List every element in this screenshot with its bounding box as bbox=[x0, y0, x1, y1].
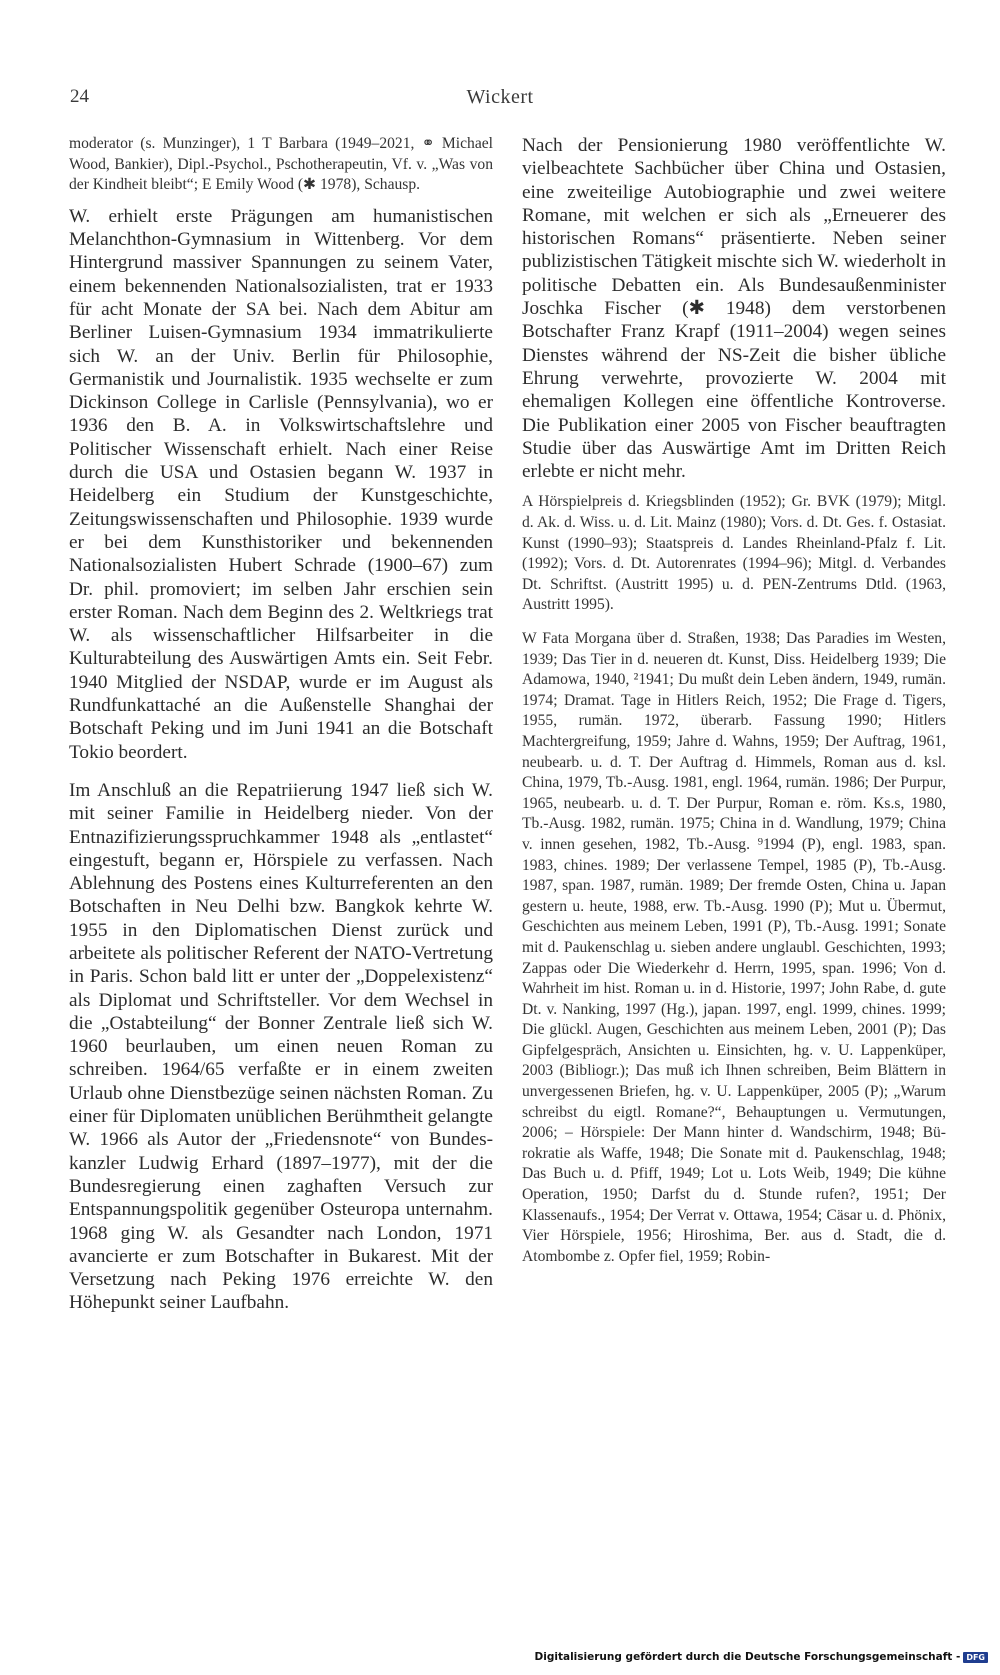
digitization-credit bbox=[535, 1651, 988, 1663]
awards-section: A Hörspielpreis d. Kriegsblinden (1952); Gr. BVK (1979); Mitgl. d. Ak. d. Wiss. u. d. Lit. Mainz (1980); Vors. d. Dt. Ges. f. Ostasiat. Kunst (1990–93); Staatspreis d. Landes Rheinland-Pfalz f. Lit. (1992); Vors. d. Dt. Autorenrates (1994–96); Mitgl. d. Verbandes Dt. Schriftst. (Austritt 1995) u. d. PEN-Zentrums Dtld. (1963, Austritt 1995). bbox=[522, 493, 946, 614]
family-note: moderator (s. Munzinger), 1 T Barbara (1949–2021, ⚭ Michael Wood, Bankier), Dipl.-Psychol., Pschotherapeutin, Vf. v. „Was von der Kindheit bleibt“; E Emily Wood (✱ 1978), Schausp. bbox=[69, 135, 493, 194]
biography-paragraph-1: W. erhielt erste Prägungen am humanistischen Melanchthon-Gymnasium in Wittenberg. Vor dem Hintergrund massiver Spannungen zu seinem Vater, einem bekennenden Nationalsozialisten, trat er 1933 für acht Monate der SA bei. Nach dem Abitur am Berliner Luisen-Gymnasium 1934 immatrikulierte sich W. an der Univ. Berlin für Philosophie, Germanistik und Journalistik. 1935 wechselte er zum Dickinson College in Carlisle (Pennsylvania), wo er 1936 den B. A. in Volkswirtschaftslehre und Politischer Wissenschaft erhielt. Nach einer Reise durch die USA und Ostasien begann W. 1937 in Heidelberg ein Studium der Kunstgeschichte, Zeitungswissenschaften und Philosophie. 1939 wurde er bei dem Kunsthistoriker und bekennenden Nationalsozialisten Hubert Schrade (1900–67) zum Dr. phil. promoviert; im selben Jahr erschien sein erster Roman. Nach dem Beginn des 2. Weltkriegs trat W. als wissenschaftlicher Hilfsarbeiter in die Kulturabteilung des Auswärtigen Amts ein. Seit Febr. 1940 Mitglied der NSDAP, wurde er im August als Rundfunkattaché an die Außenstelle Shanghai der Botschaft Peking und im Juni 1941 an die Botschaft Tokio beordert. bbox=[69, 205, 493, 763]
credit-text: Digitalisierung gefördert durch die Deutsche Forschungsgemeinschaft - bbox=[534, 1651, 961, 1663]
works-section: W Fata Morgana über d. Straßen, 1938; Das Paradies im Westen, 1939; Das Tier in d. neueren dt. Kunst, Diss. Heidelberg 1939; Die Adamowa, 1940, ²1941; Du mußt dein Leben ändern, 1949, rumän. 1974; Dramat. Tage in Hitlers Reich, 1952; Die Frage d. Tigers, 1955, rumän. 1972, überarb. Fassung 1990; Hitlers Machtergreifung, 1959; Jahre d. Wahns, 1959; Der Auftrag, 1961, neubearb. u. d. T. Der Auftrag d. Himmels, Roman aus d. ksl. China, 1979, Tb.-Ausg. 1981, engl. 1964, rumän. 1986; Der Purpur, 1965, neubearb. u. d. T. Der Purpur, Roman e. röm. Ks.s, 1980, Tb.-Ausg. 1982, rumän. 1975; China in d. Wandlung, 1979; China v. innen gesehen, 1982, Tb.-Ausg. ⁹1994 (P), engl. 1983, span. 1983, chines. 1989; Der verlassene Tempel, 1985 (P), Tb.-Ausg. 1987, span. 1987, rumän. 1989; Der fremde Osten, China u. Japan gestern u. heute, 1988, erw. Tb.-Ausg. 1990 (P); Mut u. Übermut, Geschichten aus meinem Leben, 1991 (P), Tb.-Ausg. 1991; Sonate mit d. Paukenschlag u. sieben andere unglaubl. Geschichten, 1993; Zappas oder Die Wiederkehr d. Herrn, 1995, span. 1996; Von d. Wahrheit im hist. Roman u. in d. Historie, 1997; John Rabe, d. gute Dt. v. Nanking, 1997 (Hg.), japan. 1997, engl. 1999, chines. 1999; Die glückl. Augen, Geschichten aus meinem Leben, 2001 (P); Das Gipfelgespräch, Ansichten u. Einsichten, hg. v. U. Lappenküper, 2003 (Bibliogr.); Das muß ich Ihnen schreiben, Beim Blättern in unvergessenen Briefen, hg. v. U. Lappenküper, 2005 (P); „Warum schreibst du eigtl. Romane?“, Behauptungen u. Vermutungen, 2006; – Hörspiele: Der Mann hinter d. Wandschirm, 1948; Bürokratie als Waffe, 1948; Die Sonate mit d. Paukenschlag, 1948; Das Buch u. d. Pfiff, 1949; Lot u. Lots Weib, 1949; Die kühne Operation, 1950; Darfst du d. Stunde rufen?, 1951; Der Klassenaufs., 1954; Der Verrat v. Ottawa, 1954; Cäsar u. d. Phönix, Vier Hörspiele, 1956; Hiroshima, Ber. aus d. Stadt, die d. Atombombe z. Opfer fiel, 1959; Robin- bbox=[522, 630, 946, 1265]
left-column bbox=[69, 134, 493, 1315]
biography-paragraph-2: Im Anschluß an die Repatriierung 1947 ließ sich W. mit seiner Familie in Heidelberg nieder. Von der Entnazifizierungsspruchkammer 1948 als „entlastet“ eingestuft, begann er, Hörspiele zu verfassen. Nach Ablehnung des Postens eines Kulturreferenten an den Botschaften in Neu Delhi bzw. Bangkok kehrte W. 1955 in den Diplomatischen Dienst zurück und arbeitete als politischer Referent der NATO-Vertretung in Paris. Schon bald litt er unter der „Doppelexistenz“ als Diplomat und Schriftsteller. Vor dem Wechsel in die „Ostabteilung“ der Bonner Zentrale ließ sich W. 1960 beurlauben, um einen neuen Roman zu schreiben. 1964/65 verfaßte er in einem zweiten Urlaub ohne Dienstbezüge seinen nächsten Roman. Zu einer für Diplomaten unüblichen Berühmtheit gelangte W. 1966 als Autor der „Friedensnote“ von Bundeskanzler Ludwig Erhard (1897–1977), mit der die Bundesregierung einen zaghaften Versuch zur Entspannungspolitik gegenüber Osteuropa unternahm. 1968 ging W. als Gesandter nach London, 1971 avancierte er zum Botschafter in Bukarest. Mit der Versetzung nach Peking 1976 erreichte W. den Höhepunkt seiner Laufbahn. bbox=[69, 779, 493, 1314]
biography-paragraph-3: Nach der Pensionierung 1980 veröffentlichte W. vielbeachtete Sachbücher über China und Ostasien, eine zweiteilige Autobiographie und zwei weitere Romane, mit welchen er sich als „Erneuerer des historischen Romans“ präsentierte. Neben seiner publizistischen Tätigkeit mischte sich W. wiederholt in politische Debatten ein. Als Bundesaußenminister Joschka Fischer (✱ 1948) dem verstorbenen Botschafter Franz Krapf (1911–2004) wegen seines Dienstes während der NS-Zeit die bisher übliche Ehrung verwehrte, provozierte W. 2004 mit ehemaligen Kollegen eine öffentliche Kontroverse. Die Publikation einer 2005 von Fischer beauftragten Studie über das Auswärtige Amt im Dritten Reich erlebte er nicht mehr. bbox=[522, 135, 946, 483]
page-number: 24 bbox=[70, 86, 89, 107]
running-title: Wickert bbox=[466, 86, 534, 108]
dfg-logo: DFG bbox=[963, 1652, 988, 1663]
right-column bbox=[522, 134, 946, 1267]
